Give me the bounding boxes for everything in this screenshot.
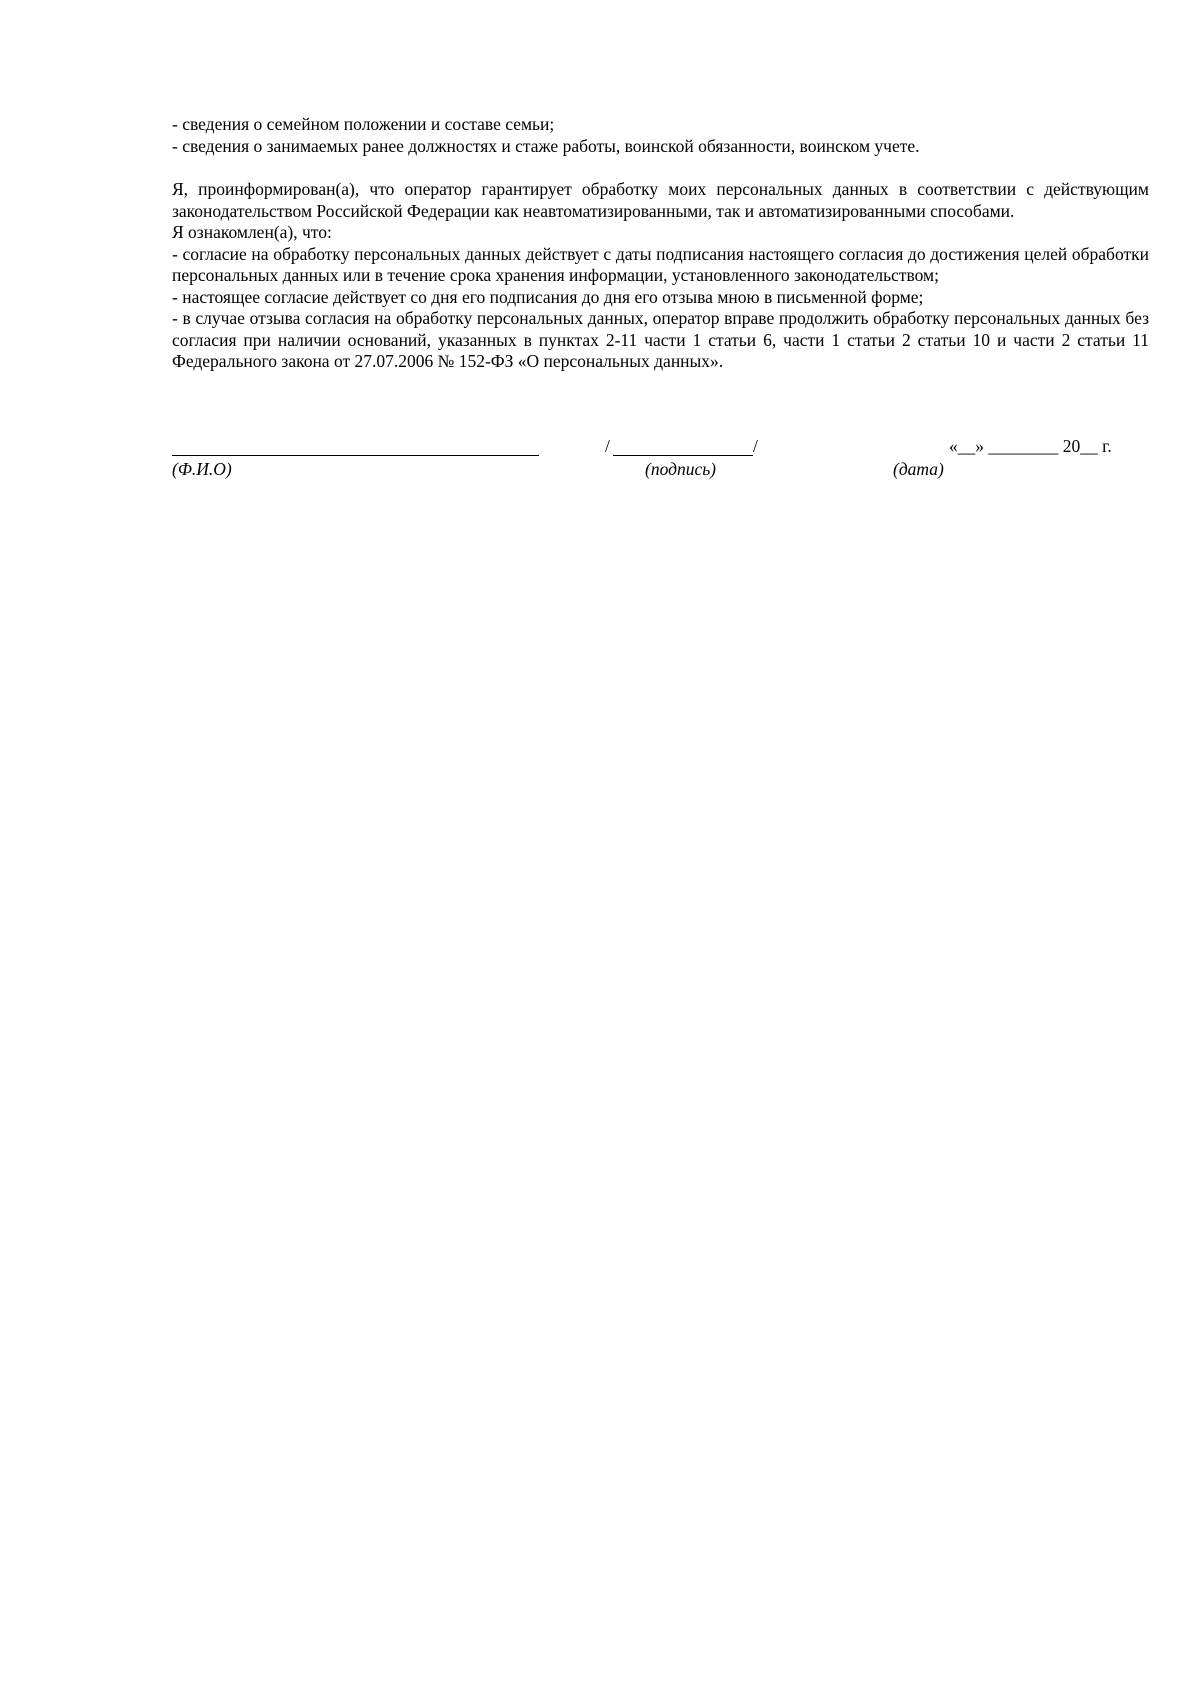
signature-slash-left: / [605,436,610,456]
document-body [172,114,1149,373]
fio-line [172,455,539,456]
acquainted-item-validity: - согласие на обработку персональных данных действует с даты подписания настоящего согласия до достижения целей обработки персональных данных или в течение срока хранения информации, установленного законодательством; [172,243,1149,285]
date-caption: (дата) [893,459,944,479]
paragraph-gap [172,157,1149,179]
signature-slash-right: / [753,436,758,456]
signature-line [613,455,753,456]
informed-paragraph: Я, проинформирован(а), что оператор гарантирует обработку моих персональных данных в соответствии с действующим законодательством Российской Федерации как неавтоматизированными, так и автоматизированными способами. [172,179,1149,221]
list-item-family: - сведения о семейном положении и составе семьи; [172,114,555,134]
date-field: «__» ________ 20__ г. [949,436,1112,456]
acquainted-item-withdrawal: - в случае отзыва согласия на обработку персональных данных, оператор вправе продолжить обработку персональных данных без согласия при наличии оснований, указанных в пунктах 2-11 части 1 статьи 6, части 1 статьи 2 статьи 10 и части 2 статьи 11 Федерального закона от 27.07.2006 № 152-ФЗ «О персональных данных». [172,308,1149,371]
fio-caption: (Ф.И.О) [172,459,232,479]
acquainted-item-revocation: - настоящее согласие действует со дня его подписания до дня его отзыва мною в письменной форме; [172,286,924,307]
acquainted-heading: Я ознакомлен(а), что: [172,222,332,242]
signature-caption: (подпись) [645,459,717,479]
list-item-positions: - сведения о занимаемых ранее должностях и стаже работы, воинской обязанности, воинском учете. [172,135,920,156]
